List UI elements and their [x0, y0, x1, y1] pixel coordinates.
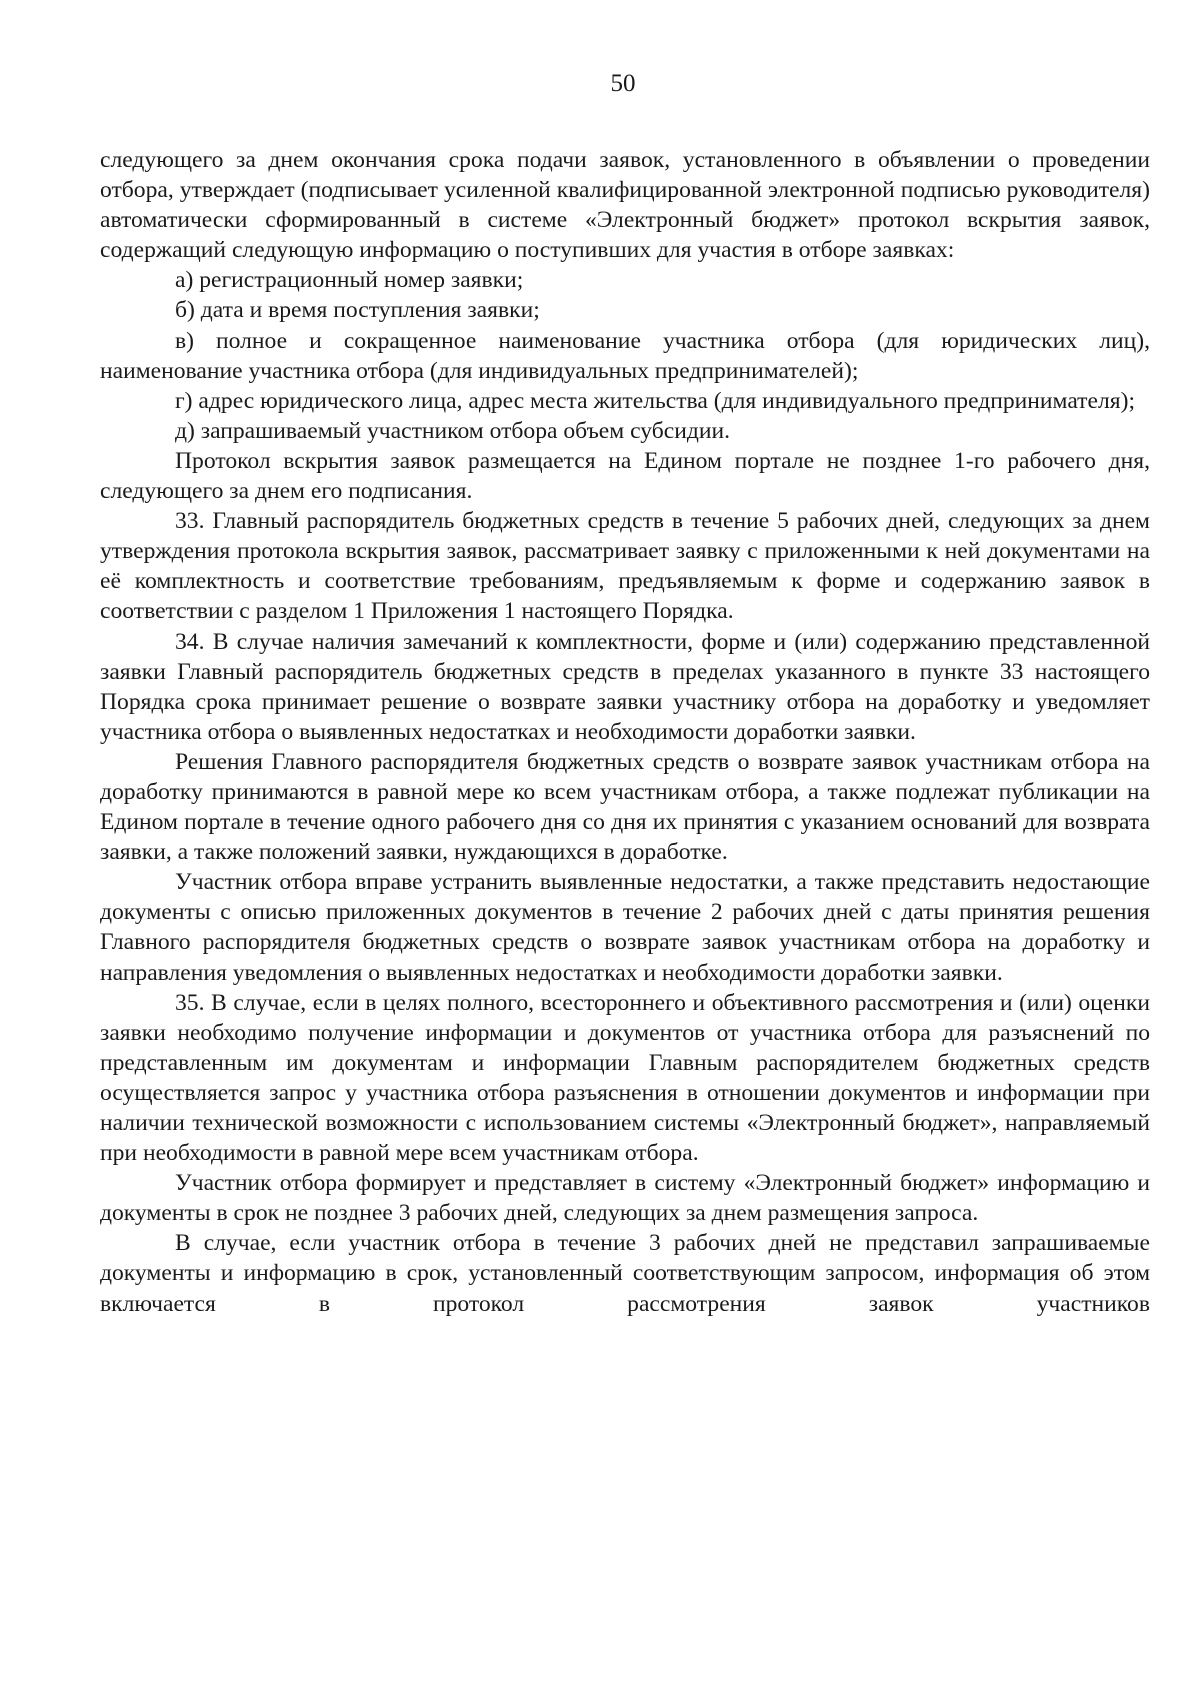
paragraph: Участник отбора вправе устранить выявленные недостатки, а также представить недостающие документы с описью приложенных документов в течение 2 рабочих дней с даты принятия решения Главного распорядителя бюджетных средств о возврате заявок участникам отбора на доработку и направления уведомления о выявленных недостатках и необходимости доработки заявки.	[100, 869, 1150, 986]
page-number: 50	[610, 70, 636, 97]
clause-35: 35. В случае, если в целях полного, всестороннего и объективного рассмотрения и (или) оценки заявки необходимо получение информации и документов от участника отбора для разъяснений по представленным им документам и информации Главным распорядителем бюджетных средств осуществляется запрос у участника отбора разъяснения в отношении документов и информации при наличии технической возможности с использованием системы «Электронный бюджет», направляемый при необходимости в равной мере всем участникам отбора.	[100, 989, 1150, 1167]
list-item-c: в) полное и сокращенное наименование участника отбора (для юридических лиц), наименование участника отбора (для индивидуальных предпринимателей);	[100, 327, 1150, 384]
paragraph: Протокол вскрытия заявок размещается на Едином портале не позднее 1-го рабочего дня, следующего за днем его подписания.	[100, 447, 1150, 505]
paragraph: Участник отбора формирует и представляет в систему «Электронный бюджет» информацию и документы в срок не позднее 3 рабочих дней, следующих за днем размещения запроса.	[100, 1170, 1150, 1227]
paragraph: Решения Главного распорядителя бюджетных средств о возврате заявок участникам отбора на доработку принимаются в равной мере ко всем участникам отбора, а также подлежат публикации на Едином портале в течение одного рабочего дня со дня их принятия с указанием оснований для возврата заявки, а также положений заявки, нуждающихся в доработке.	[100, 748, 1150, 866]
paragraph: следующего за днем окончания срока подачи заявок, установленного в объявлении о проведении отбора, утверждает (подписывает усиленной квалифицированной электронной подписью руководителя) автоматически сформированный в системе «Электронный бюджет» протокол вскрытия заявок, содержащий следующую информацию о поступивших для участия в отборе заявках:	[100, 147, 1150, 264]
paragraph: В случае, если участник отбора в течение 3 рабочих дней не представил запрашиваемые документы и информацию в срок, установленный соответствующим запросом, информация об этом включается в протокол рассмотрения заявок участников	[100, 1230, 1150, 1317]
document-body	[100, 145, 1150, 1319]
list-item-e: д) запрашиваемый участником отбора объем субсидии.	[175, 417, 731, 444]
list-item-b: б) дата и время поступления заявки;	[175, 297, 540, 324]
clause-34: 34. В случае наличия замечаний к комплектности, форме и (или) содержанию представленной заявки Главный распорядитель бюджетных средств в пределах указанного в пункте 33 настоящего Порядка срока принимает решение о возврате заявки участнику отбора на доработку и уведомляет участника отбора о выявленных недостатках и необходимости доработки заявки.	[100, 628, 1150, 745]
list-item-a: а) регистрационный номер заявки;	[175, 267, 524, 294]
clause-33: 33. Главный распорядитель бюджетных средств в течение 5 рабочих дней, следующих за днем утверждения протокола вскрытия заявок, рассматривает заявку с приложенными к ней документами на её комплектность и соответствие требованиям, предъявляемым к форме и содержанию заявок в соответствии с разделом 1 Приложения 1 настоящего Порядка.	[100, 508, 1150, 625]
list-item-d: г) адрес юридического лица, адрес места жительства (для индивидуального предпринимателя);	[175, 387, 1136, 414]
